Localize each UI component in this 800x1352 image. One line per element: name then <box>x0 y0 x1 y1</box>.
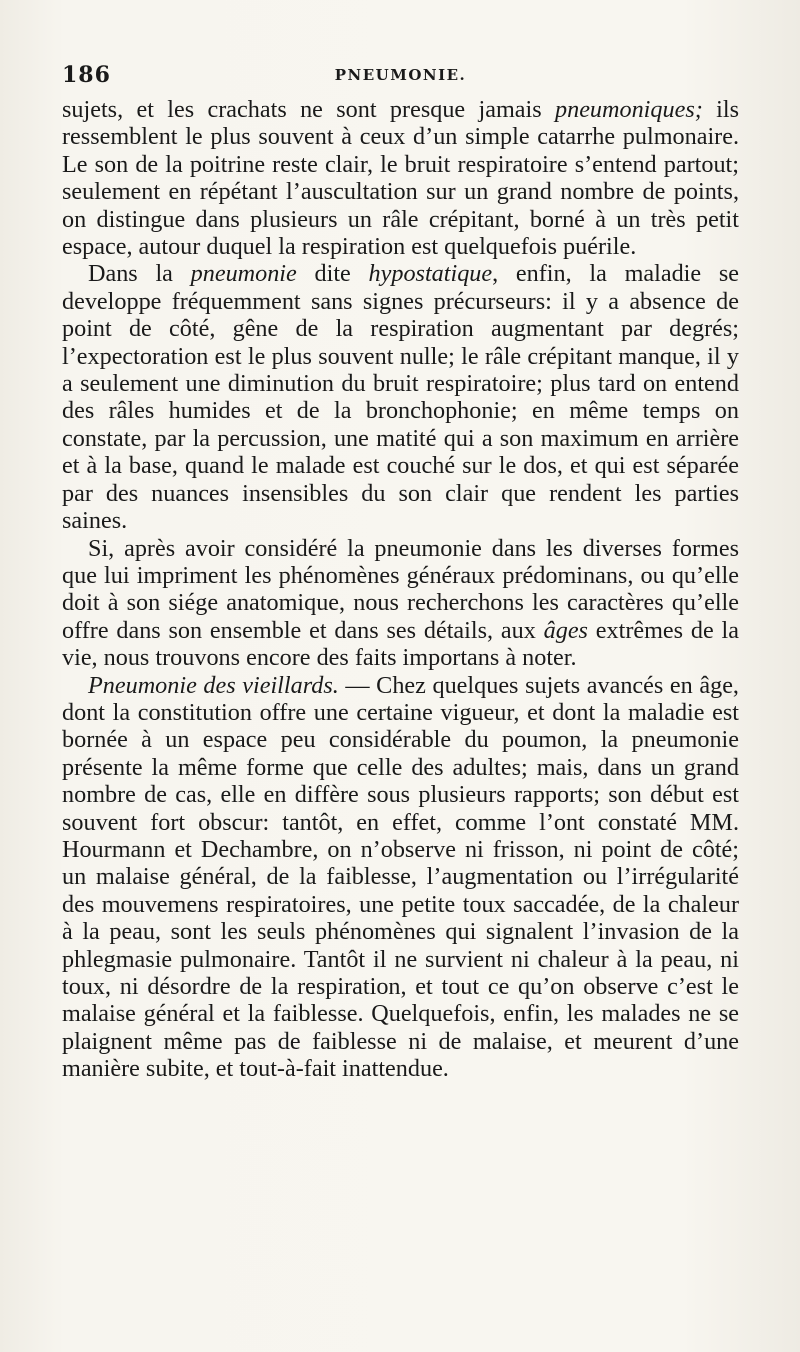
text-run: dite <box>296 260 369 288</box>
text-run: , enfin, la maladie se developpe fréquemment sans signes précurseurs: il y a absence de point de côté, gêne de la respiration augmentant par degrés; l’expectoration est le plus souvent nulle; le râle crépitant manque, il y a seulement une diminution du bruit respiratoire; plus tard on entend des râles humides et de la bronchophonie; en même temps on constate, par la percussion, une matité qui a son maximum en arrière et à la base, quand le malade est couché sur le dos, et qui est séparée par des nuances insensibles du son clair que rendent les parties saines. <box>62 260 739 535</box>
page-number: 186 <box>62 62 111 88</box>
running-title: PNEUMONIE. <box>334 66 467 84</box>
text-run: ils ressemblent le plus souvent à ceux d’un simple catarrhe pulmonaire. Le son de la poitrine reste clair, le bruit respiratoire s’entend partout; seulement en répétant l’auscultation sur un grand nombre de points, on distingue dans plusieurs un râle crépitant, borné à un très petit espace, autour duquel la respiration est quelquefois puérile. <box>62 96 739 261</box>
text-run: Dans la <box>88 260 191 288</box>
text-run: Si, après avoir considéré la pneumonie dans les diverses formes que lui impriment les phénomènes généraux prédominans, ou qu’elle doit à son siége anatomique, nous recherchons les caractères qu’elle offre dans son ensemble et dans ses détails, aux <box>62 534 739 644</box>
text-run: sujets, et les crachats ne sont presque jamais <box>62 96 555 123</box>
paragraph <box>62 96 739 260</box>
paragraph <box>62 260 739 534</box>
italic-text: Pneumonie des vieillards. <box>88 671 339 699</box>
text-run: — Chez quelques sujets avancés en âge, dont la constitution offre une certaine vigueur, et dont la maladie est bornée à un espace peu considérable du poumon, la pneumonie présente la même forme que celle des adultes; mais, dans un grand nombre de cas, elle en diffère sous plusieurs rapports; son début est souvent fort obscur: tantôt, en effet, comme l’ont constaté MM. Hourmann et Dechambre, on n’observe ni frisson, ni point de côté; un malaise général, de la faiblesse, l’augmentation ou l’irrégularité des mouvemens respiratoires, une petite toux saccadée, de la chaleur à la peau, sont les seuls phénomènes qui signalent l’invasion de la phlegmasie pulmonaire. Tantôt il ne survient ni chaleur à la peau, ni toux, ni désordre de la respiration, et tout ce qu’on observe c’est le malaise général et la faiblesse. Quelquefois, enfin, les malades ne se plaignent même pas de faiblesse ni de malaise, et meurent d’une manière subite, et tout-à-fait inattendue. <box>62 671 739 1083</box>
paragraph <box>62 535 739 672</box>
italic-text: pneumonie <box>190 260 297 288</box>
body-text <box>62 96 739 1083</box>
paragraph <box>62 672 739 1083</box>
italic-text: pneumoniques; <box>555 96 703 123</box>
running-head <box>62 62 739 92</box>
text-run: extrêmes de la vie, nous trouvons encore des faits importans à noter. <box>62 616 739 672</box>
italic-text: hypostatique <box>368 260 493 288</box>
italic-text: âges <box>543 616 588 644</box>
